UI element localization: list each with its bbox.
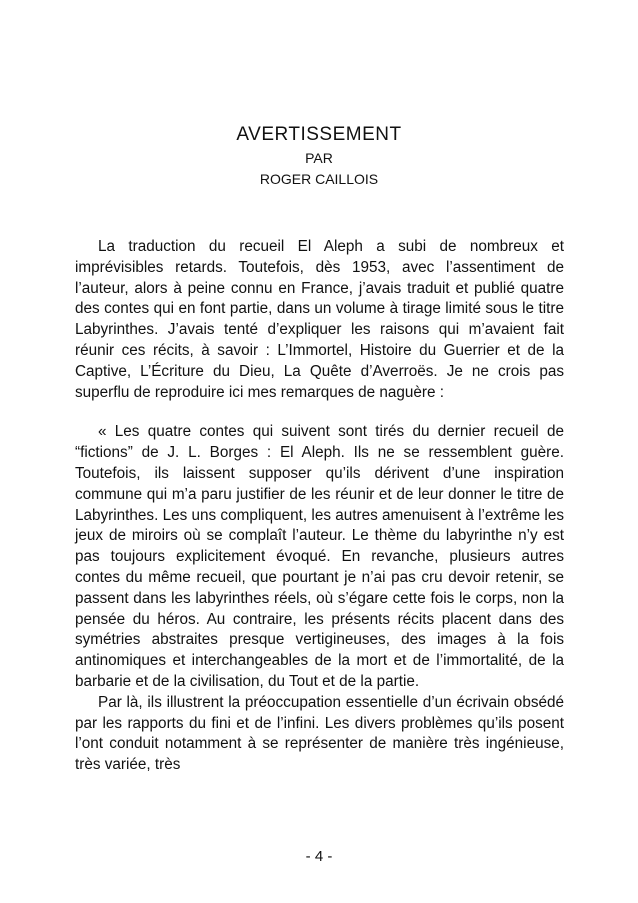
author-name: ROGER CAILLOIS <box>259 171 379 187</box>
paragraph-intro: La traduction du recueil El Aleph a subi de nombreux et imprévisibles retards. Toutefois, dès 1953, avec l’assentiment de l’auteur, alors à peine connu en France, j’avais traduit et publié quatre des contes qui en font partie, dans un volume à tirage limité sous le titre Labyrinthes. J’avais tenté d’expliquer les raisons qui m’avaient fait réunir ces récits, à savoir : L’Immortel, Histoire du Guerrier et de la Captive, L’Écriture du Dieu, La Quête d’Averroës. Je ne crois pas superflu de reproduire ici mes remarques de naguère : <box>75 238 564 401</box>
paragraph-quote: « Les quatre contes qui suivent sont tirés du dernier recueil de “fictions” de J. L. Borges : El Aleph. Ils ne se ressemblent guère. Toutefois, ils laissent supposer qu’ils dérivent d’une inspiration commune qui m’a paru justifier de les réunir et de leur donner le titre de Labyrinthes. Les uns compliquent, les autres amenuisent à l’extrême les jeux de miroirs où se complaît l’auteur. Le thème du labyrinthe n’y est pas toujours explicitement évoqué. En revanche, plusieurs autres contes du même recueil, que pourtant je n’ai pas cru devoir retenir, se passent dans les labyrinthes réels, où s’égare cette fois le corps, non la pensée du héros. Au contraire, les présents récits placent dans des symétries abstraites presque vertigineuses, des images à la fois antinomiques et interchangeables de la mort et de l’immortalité, de la barbarie et de la civilisation, du Tout et de la partie. <box>75 423 564 690</box>
byline-par: PAR <box>305 150 333 166</box>
paragraph-continuation: Par là, ils illustrent la préoccupation essentielle d’un écrivain obsédé par les rapports du fini et de l’infini. Les divers problèmes qu’ils posent l’ont conduit notamment à se représenter de manière très ingénieuse, très variée, très <box>75 693 564 774</box>
body-text <box>75 237 564 776</box>
page-number: - 4 - <box>305 848 333 865</box>
page-title: AVERTISSEMENT <box>236 124 402 145</box>
